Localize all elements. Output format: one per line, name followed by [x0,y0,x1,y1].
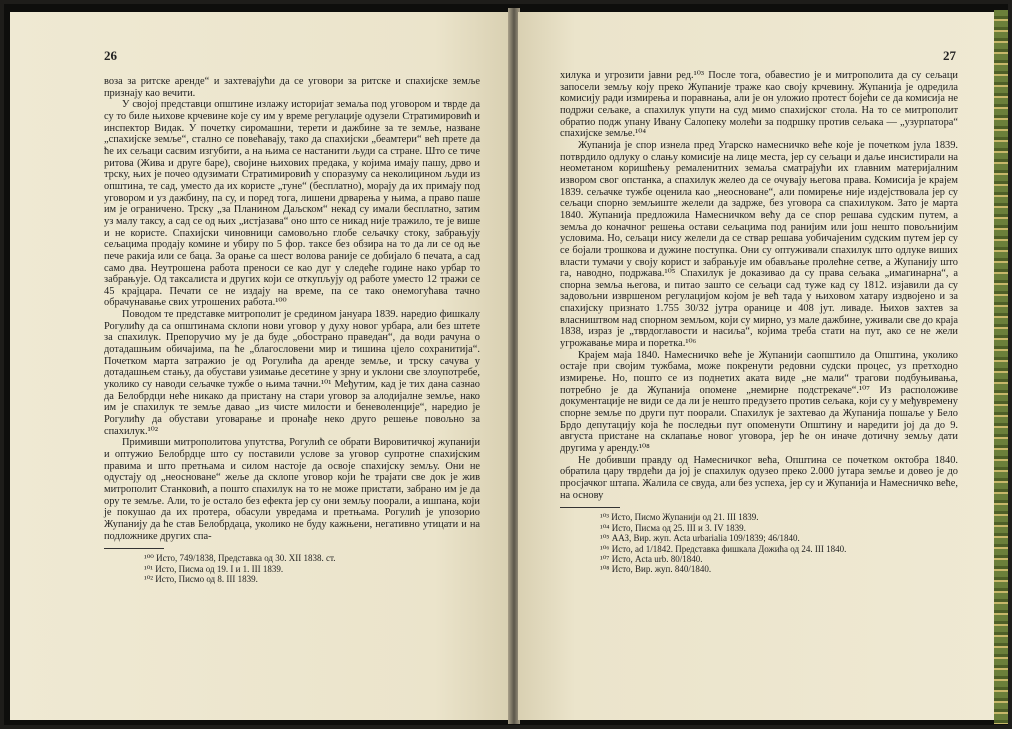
footnote-100: ¹⁰⁰ Исто, 749/1838, Представка од 30. XII 1838. ст. [144,553,336,564]
left-page [10,12,510,720]
footnote-rule-right [560,507,620,508]
footnote-106: ¹⁰⁶ Исто, ad 1/1842. Представка фишкала Дожића од 24. III 1840. [600,543,847,554]
page-number-right: 27 [943,48,956,63]
right-paragraph-2: Жупанија је спор изнела пред Угарско намесничко веће које је почетком јула 1839. потврдило одлуку о слању комисије на лице места, јер су сељаци и даље инсистирали на неометаном коришћењу ремаленитних земаља сматрајући их главним материјалним извором свог опстанка, а спахилук желео да се очувају његова права. Комисија је крајем 1839. сељачке тужбе оценила као „неосноване“, али помирење није издејствовала јер су сељаци спорно земљиште желели да задрже, без уговора са спахилуком. Зато је марта 1840. Жупанија предложила Намесничком већу да се спор решава судским путем, а земља до коначног решења остави сељацима под ранијим или још нешто повољнијим условима. Но, сељаци нису желели да се ствар решава уобичајеним судским путем јер су се бојали трошкова и дужине поступка. Они су оптуживали спахилук што одлуке виших власти тумачи у своју корист и забрањује им обављање пролећне сетве, а Жупанију што га, наводно, подржава.¹⁰⁵ Спахилук је доказивао да су права сељака „имагинарна“, а спорна земља његова, и питао зашто се сељаци сад туже кад су 1812. изјавили да су задовољни извршеном регулацијом којом је већ тада у њиховом хатару издвојено и за спахијску признато 1.755 30/32 јутра оранице и 408 јут. ливаде. Њихов захтев за власништвом над спорном земљом, који су мирно, уз мале дажбине, уживали све до краја 1838, израз је „тврдоглавости и насиља“, којима треба стати на пут, ако се не жели угрожавање мира и поретка.¹⁰⁶ [560,139,958,350]
footnote-108: ¹⁰⁸ Исто, Вир. жуп. 840/1840. [600,564,712,575]
right-paragraph-1: хилука и угрозити јавни ред.¹⁰³ После тога, обавестио је и митрополита да су сељаци запосели земљу коју преко Жупаније траже као своју крчевину. Жупанија је одредила комисију ради измирења и поравнања, али је он уложио протест бојећи се да комисија не подржи сељаке, а спахилук упути на суд мимо спахијског стола. На то се митрополит обратио подж упану Ивану Салопеку молећи за подршку против сељака — „узурпатора“ спахијске земље.¹⁰⁴ [560,70,958,140]
book-cover-edge [994,10,1008,724]
footnote-103: ¹⁰³ Исто, Писмо Жупанији од 21. III 1839. [600,512,759,523]
left-paragraph-2: У својој представци општине излажу историјат земаља под уговором и тврде да су то биле њихове крчевине које су им у време регулације одузели Стратимировић и инспектор Видак. У почетку сиромашни, терети и дажбине за те земље, назване „спахијске земље“, стално се повећавају, тако да спахијски „беамтери“ већ прете да ће их сељаци сасвим изгубити, а на њима се настанити људи са стране. Што се тиче ритова (Жива и друге баре), својине њихових предака, у којима имају пашу, дрво и трску, њих је почео одузимати Стратимировић у споразуму са неколицином људи из општина, те сад, уместо да их користе „туне“ (бесплатно), морају да их примају под уговором и уз дажбину, па су, и поред тога, лишени дрварења у њима, а право пашe им је ограничено. Трску „за Планином Даљском“ некад су имали бесплатно, затим уз малу таксу, а сад се од њих „истјазава“ оно што се никад није тражило, те је више и не користе. Спахијски чиновници самовољно глобе сељачку стоку, забрањују сељацима продају комине и убиру по 5 фор. таксе без обзира на то да ли се од ње пече ракија или се баца. За орање са шест волова раније се добијало 6 печата, а сад само два. Неутрошена работа преноси се као дуг у следеће године нако урбар то забрањује. Од таксалиста и других који се откупљују од работе уместо 12 тражи се 45 крајцара. Печати се не издају на време, па се тако онемогућава тачно обрачунавање свих утрошених работа.¹⁰⁰ [104,99,480,309]
right-paragraph-4: Не добивши правду од Намесничког већа, Општина се почетком октобра 1840. обратила цару тврдећи да јој је спахилук одузео преко 2.000 јутара земље и довео је до просјачког штапа. Жалила се свуда, али без успеха, јер су и Жупанија и Намесничко веће, на основу [560,454,958,501]
footnote-rule-left [104,548,164,549]
page-number-left: 26 [104,48,117,63]
footnote-107: ¹⁰⁷ Исто, Acta urb. 80/1840. [600,553,703,564]
footnote-105: ¹⁰⁵ ААЗ, Вир. жуп. Acta urbarialia 109/1839; 46/1840. [600,533,800,544]
left-paragraph-4: Примивши митрополитова упутства, Рогулић се обрати Вировитичкој жупанији и оптужио Белобрдце што су поставили услове за уговор супротне спахијским правима и што претњама и силом настоје да освоје спахијску земљу. Они не одустају од „неосноване“ жеље да склопе уговор који ће трајати све док је жив митрополит Станковић, а пошто спахилук на то не може пристати, забрано им је да ору те земље. Али, то је остало без ефекта јер су они земљу поорали, а ишпана, који је покушао да их протера, обасули увредама и претњама. Рогулић је упозорио Жупанију да ће став Белобрдаца, уколико не буду кажњени, негативно утицати и на подложнике других спа- [104,437,480,542]
right-paragraph-3: Крајем маја 1840. Намесничко веће је Жупанији саопштило да Општина, уколико остаје при својим тужбама, може покренути редовни судски процес, уз претходно измирење. Но, пошто се из поднетих аката виде „не мали“ трагови подбуњивања, потребно је да Жупанија опомене „немирне подстрекаче“.¹⁰⁷ Из расположиве документације не види се да ли је нешто предузето против сељака, који су у међувремену спорне земље по други пут поорали. Спахилук је захтевао да Жупанија пошаље у Бело Брдо депутацију која ће последњи пут опоменути Општину и наредити јој да до 9. августа пристане на склапање новог уговора, јер ће он иначе дотичну земљу дати другима у аренду.¹⁰⁸ [560,349,958,454]
right-page [518,12,996,720]
left-page-text [104,76,480,584]
open-book [4,4,1008,725]
left-paragraph-3: Поводом те представке митрополит је средином јануара 1839. наредио фишкалу Рогулићу да са општинама склопи нови уговор у духу новог урбара, али без штете за спахилук. Препоручио му је да буде „обострано праведан“, да води рачуна о дотадашњим обичајима, па ће „благословени мир и тишина цјело сохранитија“. Почетком марта затражио је од Рогулића да аренде земље, и трску сачува у дотадашњем стању, да обустави узимање десетине у зрну и уклони све злоупотребе, уколико су наводи сељачке тужбе о њима тачни.¹⁰¹ Међутим, кад је тих дана сазнао да Белобрдци неће никако да пристану на стари уговор за алодијалне земље, нако им је спахилук те земље давао „из чисте милости и беневоленције“, наредио је Рогулићу да обустави уговарање и пронађе неко друго решење повољно за спахилук.¹⁰² [104,309,480,437]
footnote-101: ¹⁰¹ Исто, Писма од 19. I и 1. III 1839. [144,563,284,574]
footnote-102: ¹⁰² Исто, Писмо од 8. III 1839. [144,574,258,585]
left-paragraph-1: воза за ритске аренде“ и захтевајући да се уговори за ритске и спахијске земље признају као вечити. [104,76,480,99]
footnote-104: ¹⁰⁴ Исто, Писма од 25. III и 3. IV 1839. [600,522,746,533]
right-page-text [560,70,958,575]
